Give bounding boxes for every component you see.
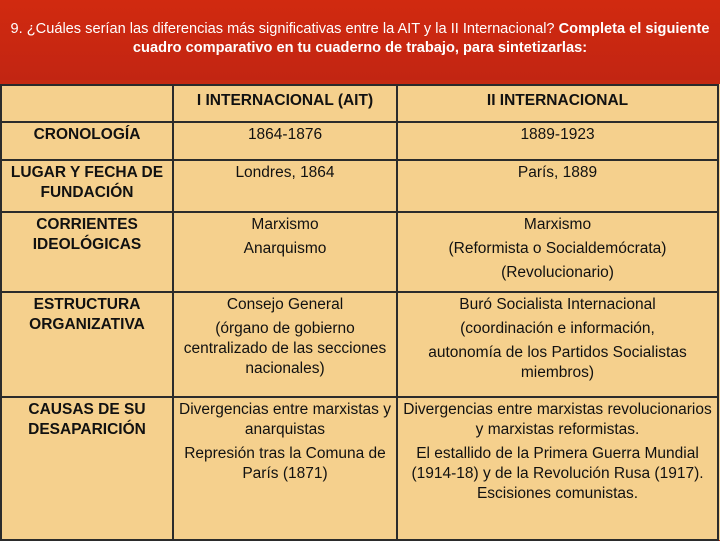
instruction-text: Completa el siguiente cuadro comparativo en tu cuaderno de trabajo, para sintetizarlas: (132, 21, 710, 56)
cell-second (397, 292, 718, 397)
cell-line: (Reformista o Socialdemócrata) (448, 240, 667, 257)
comparison-table (0, 84, 719, 541)
cell-first (173, 212, 397, 292)
header-cell-empty (1, 85, 173, 122)
cell-first (173, 122, 397, 160)
row-label: CAUSAS DE SU DESAPARICIÓN (1, 397, 173, 540)
cell-line: Anarquismo (243, 240, 327, 257)
cell-first (173, 292, 397, 397)
question-text: 9. ¿Cuáles serían las diferencias más significativas entre la AIT y la II Internacional? (10, 21, 559, 37)
cell-line: 1889-1923 (520, 126, 595, 143)
comparison-table-container (0, 84, 720, 540)
cell-line: Londres, 1864 (235, 164, 335, 181)
row-label: LUGAR Y FECHA DE FUNDACIÓN (1, 160, 173, 212)
question-banner (0, 0, 720, 80)
cell-first (173, 397, 397, 540)
cell-line: Represión tras la Comuna de París (1871) (184, 445, 386, 482)
cell-second (397, 160, 718, 212)
row-label: CORRIENTES IDEOLÓGICAS (1, 212, 173, 292)
cell-second (397, 122, 718, 160)
cell-line: Consejo General (226, 296, 344, 313)
cell-line: París, 1889 (517, 164, 598, 181)
cell-first (173, 160, 397, 212)
table-row-chronology (1, 122, 718, 160)
table-row-foundation (1, 160, 718, 212)
header-cell-first-international: I INTERNACIONAL (AIT) (173, 85, 397, 122)
cell-second (397, 397, 718, 540)
cell-line: (Revolucionario) (501, 264, 614, 281)
cell-line: autonomía de los Partidos Socialistas miembros) (428, 344, 687, 381)
table-header-row (1, 85, 718, 122)
cell-line: Divergencias entre marxistas y anarquistas (179, 401, 391, 438)
cell-line: El estallido de la Primera Guerra Mundial (1914-18) y de la Revolución Rusa (1917). Escisiones comunistas. (411, 445, 704, 502)
table-row-ideologies (1, 212, 718, 292)
header-cell-second-international: II INTERNACIONAL (397, 85, 718, 122)
row-label: ESTRUCTURA ORGANIZATIVA (1, 292, 173, 397)
cell-line: Marxismo (251, 216, 319, 233)
table-row-dissolution (1, 397, 718, 540)
cell-line: Marxismo (523, 216, 592, 233)
cell-line: (órgano de gobierno centralizado de las secciones nacionales) (183, 320, 387, 377)
cell-second (397, 212, 718, 292)
cell-line: Divergencias entre marxistas revolucionarios y marxistas reformistas. (403, 401, 712, 438)
cell-line: 1864-1876 (247, 126, 323, 143)
cell-line: (coordinación e información, (460, 320, 655, 337)
table-row-structure (1, 292, 718, 397)
row-label: CRONOLOGÍA (1, 122, 173, 160)
cell-line: Buró Socialista Internacional (459, 296, 656, 313)
